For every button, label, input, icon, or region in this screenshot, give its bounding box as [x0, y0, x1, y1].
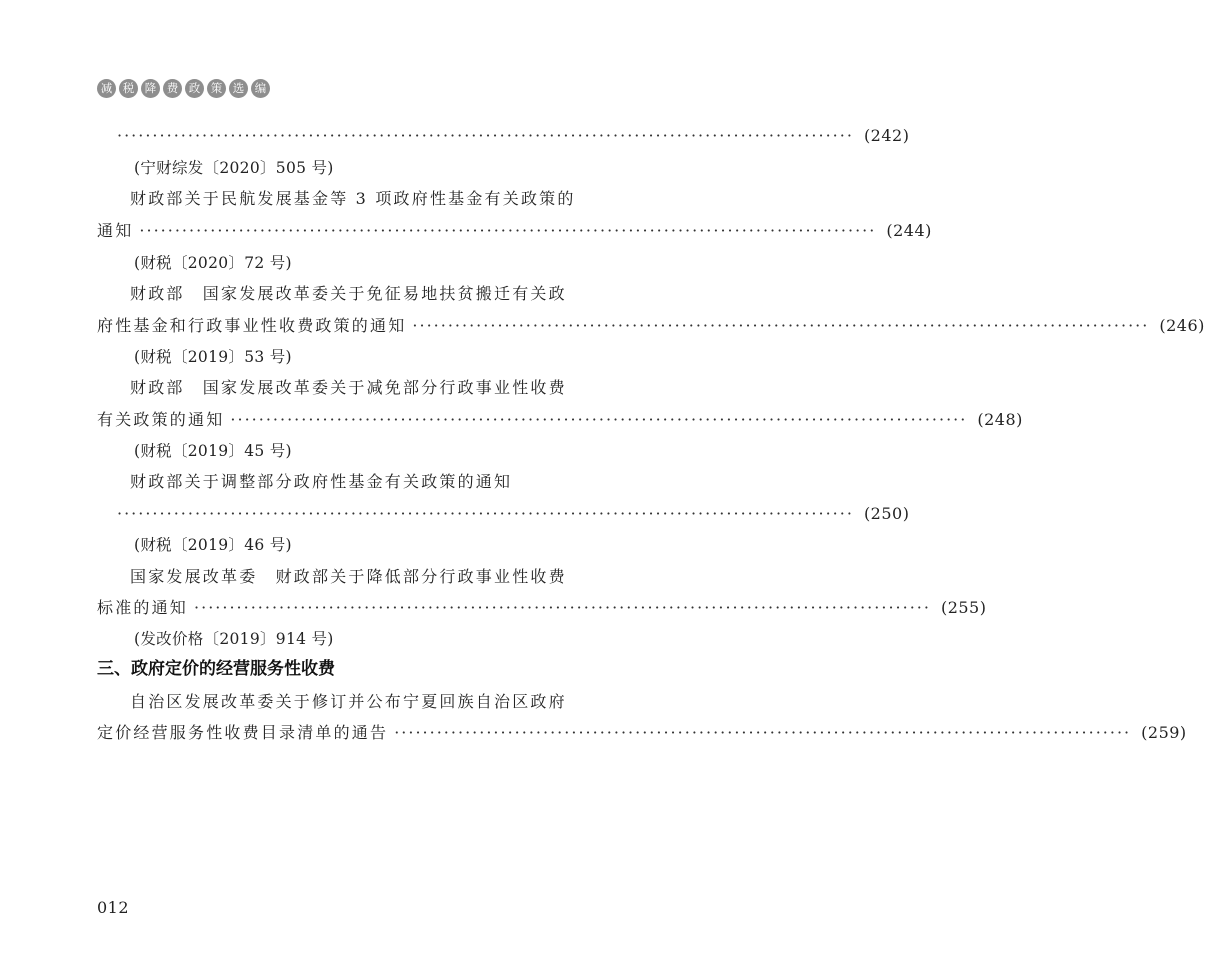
header-char: 政 — [185, 79, 204, 98]
toc-entry-title: 财政部 国家发展改革委关于免征易地扶贫搬迁有关政 — [130, 284, 567, 303]
doc-number: (财税〔2019〕45 号) — [134, 442, 292, 460]
toc-entry-title: 通知 — [97, 221, 134, 240]
header-char: 降 — [141, 79, 160, 98]
toc-entry-title: 有关政策的通知 — [97, 410, 225, 429]
page-number: 012 — [97, 898, 130, 917]
toc-entry-tail — [97, 593, 987, 623]
leader-dots: ········································································································ — [412, 316, 1150, 335]
doc-number: (财税〔2019〕53 号) — [134, 348, 292, 366]
toc-entry-continued — [117, 121, 910, 151]
page-ref: (250) — [863, 504, 910, 523]
leader-dots: ········································································································ — [117, 126, 854, 145]
header-char: 减 — [97, 79, 116, 98]
toc-entry-title: 府性基金和行政事业性收费政策的通知 — [97, 316, 407, 335]
toc-entry-title: 财政部关于民航发展基金等 3 项政府性基金有关政策的 — [130, 189, 576, 208]
page-ref: (242) — [863, 126, 910, 145]
section-heading: 三、政府定价的经营服务性收费 — [97, 659, 335, 679]
toc-entry-tail — [117, 499, 910, 529]
leader-dots: ········································································································ — [394, 723, 1132, 742]
doc-number: (财税〔2019〕46 号) — [134, 536, 292, 554]
header-char: 编 — [251, 79, 270, 98]
leader-dots: ········································································································ — [194, 598, 931, 617]
toc-entry-title: 定价经营服务性收费目录清单的通告 — [97, 723, 389, 742]
toc-entry-tail — [97, 216, 932, 246]
leader-dots: ········································································································ — [117, 504, 854, 523]
page-ref: (246) — [1159, 316, 1205, 335]
toc-entry-title: 标准的通知 — [97, 598, 189, 617]
leader-dots: ········································································································ — [230, 410, 968, 429]
header-char: 策 — [207, 79, 226, 98]
header-char: 费 — [163, 79, 182, 98]
toc-entry-tail — [97, 405, 1023, 435]
header-char: 选 — [229, 79, 248, 98]
toc-entry-title: 财政部 国家发展改革委关于减免部分行政事业性收费 — [130, 378, 567, 397]
toc-entry-title: 财政部关于调整部分政府性基金有关政策的通知 — [130, 472, 513, 491]
doc-number: (宁财综发〔2020〕505 号) — [134, 159, 334, 177]
header-char: 税 — [119, 79, 138, 98]
toc-entry-tail — [97, 718, 1187, 748]
page-ref: (255) — [940, 598, 987, 617]
toc-entry-title: 自治区发展改革委关于修订并公布宁夏回族自治区政府 — [130, 692, 567, 711]
toc-entry-title: 国家发展改革委 财政部关于降低部分行政事业性收费 — [130, 567, 567, 586]
leader-dots: ········································································································ — [139, 221, 877, 240]
doc-number: (财税〔2020〕72 号) — [134, 254, 292, 272]
page-ref: (244) — [886, 221, 932, 240]
toc-entry-tail — [97, 311, 1205, 341]
doc-number: (发改价格〔2019〕914 号) — [134, 630, 334, 648]
series-title-header — [97, 79, 270, 98]
page-ref: (259) — [1141, 723, 1187, 742]
page-ref: (248) — [977, 410, 1023, 429]
